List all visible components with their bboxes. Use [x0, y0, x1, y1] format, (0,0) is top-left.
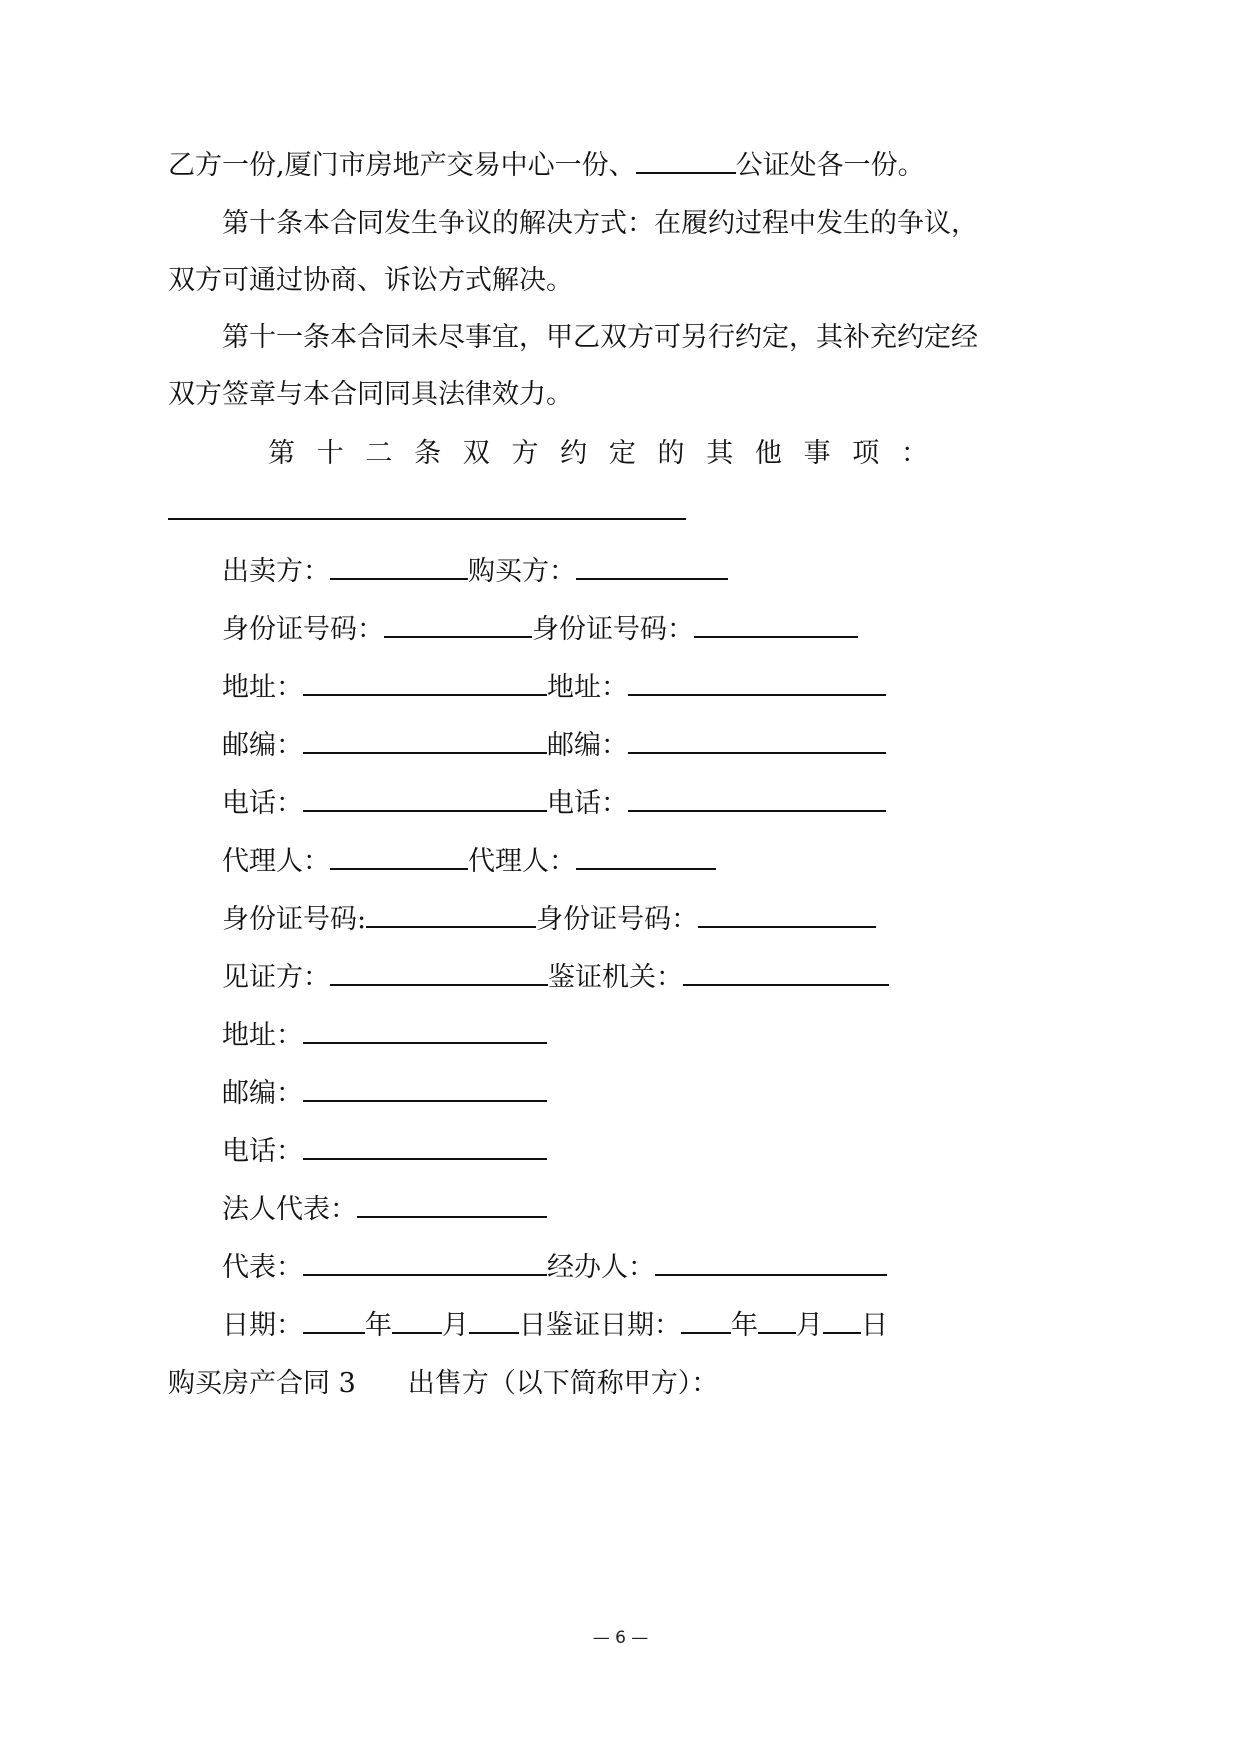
row-zip [222, 726, 886, 766]
field-month[interactable] [392, 1306, 442, 1334]
label-agent: 代理人： [468, 846, 576, 877]
label-zip: 邮编： [222, 1078, 303, 1109]
article-11: 第十一条本合同未尽事宜，甲乙双方可另行约定，其补充约定经 [222, 322, 978, 353]
field-seller-agent-id[interactable] [366, 900, 536, 928]
row-agent-id [222, 900, 876, 940]
row-witness-phone [222, 1132, 547, 1172]
row-agent [222, 842, 716, 882]
article-10-cont: 双方可通过协商、诉讼方式解决。 [168, 265, 573, 296]
label-address: 地址： [222, 1020, 303, 1051]
field-buyer-id[interactable] [694, 610, 858, 638]
row-witness-zip [222, 1074, 547, 1114]
row-address [222, 668, 886, 708]
field-seller-address[interactable] [303, 668, 547, 696]
field-buyer-address[interactable] [628, 668, 886, 696]
article-12-char: 的 [657, 438, 685, 469]
field-verify-month[interactable] [758, 1306, 796, 1334]
article-12-char: 十 [316, 438, 344, 469]
field-seller-phone[interactable] [303, 784, 547, 812]
field-buyer-agent[interactable] [576, 842, 716, 870]
article-12-char: 事 [803, 438, 831, 469]
article-12-char: 条 [414, 438, 442, 469]
row-phone [222, 784, 886, 824]
field-seller[interactable] [330, 552, 468, 580]
label-day: 日 [861, 1310, 888, 1341]
article-12-char: 方 [511, 438, 539, 469]
article-12-blank-line [168, 492, 686, 532]
label-year: 年 [365, 1310, 392, 1341]
article-12-char: 双 [462, 438, 490, 469]
label-handler: 经办人： [547, 1252, 655, 1283]
blank-notary[interactable] [636, 146, 736, 174]
row-representative [222, 1248, 887, 1288]
field-handler[interactable] [655, 1248, 887, 1276]
field-representative[interactable] [303, 1248, 547, 1276]
field-verify-day[interactable] [823, 1306, 861, 1334]
label-month: 月 [442, 1310, 469, 1341]
blank-other-matters[interactable] [168, 492, 686, 520]
label-phone: 电话： [547, 788, 628, 819]
label-agent: 代理人： [222, 846, 330, 877]
row-legal-rep [222, 1190, 547, 1230]
label-legal-rep: 法人代表： [222, 1194, 357, 1225]
field-authority[interactable] [683, 958, 889, 986]
row-id [222, 610, 858, 650]
field-buyer-agent-id[interactable] [698, 900, 876, 928]
field-seller-zip[interactable] [303, 726, 547, 754]
field-buyer-phone[interactable] [628, 784, 886, 812]
seller-label: 出售方（以下简称甲方）： [407, 1368, 719, 1399]
label-representative: 代表： [222, 1252, 303, 1283]
label-month: 月 [796, 1310, 823, 1341]
article-12-char: 他 [754, 438, 782, 469]
row-dates [222, 1306, 888, 1346]
article-12-char: 约 [560, 438, 588, 469]
field-day[interactable] [469, 1306, 519, 1334]
text: 公证处各一份。 [735, 150, 925, 181]
label-id: 身份证号码： [532, 614, 694, 645]
article-12 [268, 434, 928, 474]
label-authority: 鉴证机关： [548, 962, 683, 993]
label-year: 年 [731, 1310, 758, 1341]
label-phone: 电话： [222, 1136, 303, 1167]
article-12-char: 第 [268, 438, 295, 469]
label-address: 地址： [547, 672, 628, 703]
label-id: 身份证号码： [536, 904, 699, 935]
label-id: 身份证号码: [222, 904, 367, 935]
article-12-char: 二 [365, 438, 393, 469]
label-zip: 邮编： [547, 730, 628, 761]
field-witness-phone[interactable] [303, 1132, 547, 1160]
article-12-char: 项 [852, 438, 880, 469]
page-number: — 6 — [592, 1628, 649, 1648]
article-12-char: 定 [608, 438, 636, 469]
article-12-char: 其 [706, 438, 734, 469]
label-phone: 电话： [222, 788, 303, 819]
article-12-char: ： [900, 438, 928, 469]
field-witness-zip[interactable] [303, 1074, 547, 1102]
article-10: 第十条本合同发生争议的解决方式：在履约过程中发生的争议， [222, 208, 978, 239]
label-address: 地址： [222, 672, 303, 703]
field-seller-id[interactable] [384, 610, 532, 638]
label-id: 身份证号码： [222, 614, 384, 645]
field-witness[interactable] [330, 958, 548, 986]
article-11-cont: 双方签章与本合同同具法律效力。 [168, 379, 573, 410]
contract-title: 购买房产合同 3 [168, 1368, 356, 1399]
field-witness-address[interactable] [303, 1016, 547, 1044]
label-buyer: 购买方： [468, 556, 576, 587]
field-seller-agent[interactable] [330, 842, 468, 870]
field-buyer[interactable] [576, 552, 728, 580]
field-verify-year[interactable] [681, 1306, 731, 1334]
field-year[interactable] [303, 1306, 365, 1334]
label-seller: 出卖方： [222, 556, 330, 587]
row-parties [222, 552, 728, 592]
field-buyer-zip[interactable] [628, 726, 886, 754]
label-zip: 邮编： [222, 730, 303, 761]
text: 乙方一份,厦门市房地产交易中心一份、 [168, 150, 636, 181]
label-verify-date: 日鉴证日期： [519, 1310, 681, 1341]
paragraph-copies [168, 146, 925, 186]
label-date: 日期： [222, 1310, 303, 1341]
row-witness [222, 958, 889, 998]
field-legal-rep[interactable] [357, 1190, 547, 1218]
row-witness-address [222, 1016, 547, 1056]
label-witness: 见证方： [222, 962, 330, 993]
next-contract-heading [168, 1364, 718, 1404]
